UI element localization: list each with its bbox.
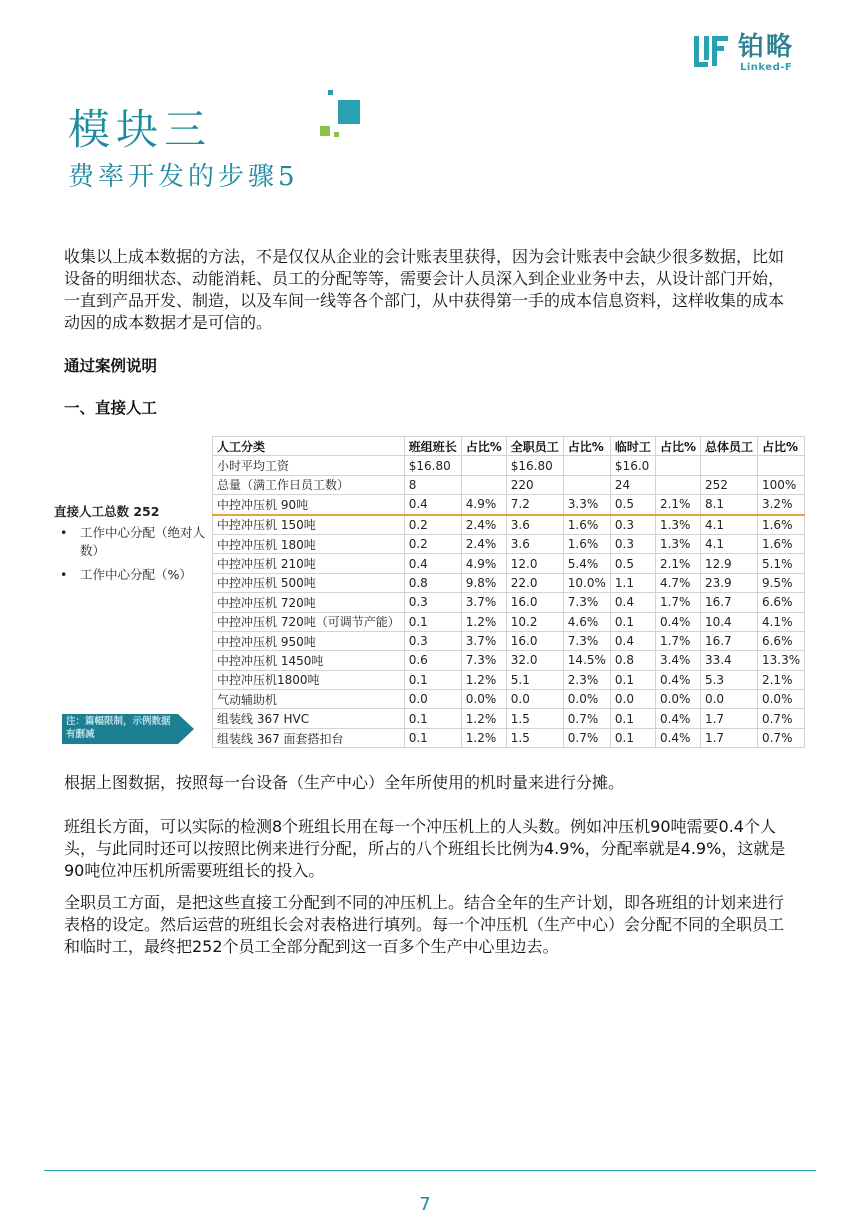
table-cell: 12.0 [506, 554, 563, 573]
table-header-cell: 占比% [757, 437, 804, 456]
table-cell: 13.3% [757, 651, 804, 670]
table-cell: 4.6% [563, 612, 610, 631]
table-cell: 10.2 [506, 612, 563, 631]
table-cell: 0.7% [757, 709, 804, 728]
table-header-cell: 占比% [461, 437, 506, 456]
table-cell: 0.5 [610, 554, 655, 573]
table-cell: 0.2 [404, 534, 461, 553]
table-header-cell: 临时工 [610, 437, 655, 456]
table-cell: 0.6 [404, 651, 461, 670]
table-cell: 中控冲压机 1450吨 [213, 651, 405, 670]
paragraph-team-leader: 班组长方面，可以实际的检测8个班组长用在每一个冲压机上的人头数。例如冲压机90吨需要0.4个人头，与此同时还可以按照比例来进行分配，所占的八个班组长比例为4.9%，分配率就是4.9%，这就是90吨位冲压机所需要班组长的投入。 [64, 817, 786, 880]
table-cell: 5.1 [506, 670, 563, 689]
page-subtitle: 费率开发的步骤5 [68, 162, 299, 192]
paragraph-allocation: 根据上图数据，按照每一台设备（生产中心）全年所使用的机时量来进行分摊。 [64, 773, 625, 792]
table-cell: 4.1 [700, 534, 757, 553]
table-cell: 0.0% [655, 690, 700, 709]
table-cell: 16.0 [506, 593, 563, 612]
table-row [213, 534, 805, 553]
table-cell: 0.4% [655, 670, 700, 689]
table-cell: 3.6 [506, 515, 563, 535]
table-cell: 1.7% [655, 593, 700, 612]
table-cell: 4.9% [461, 554, 506, 573]
table-body [213, 456, 805, 748]
table-cell: 0.4 [404, 495, 461, 515]
table-row [213, 728, 805, 747]
table-cell: 0.4% [655, 709, 700, 728]
table-cell: 14.5% [563, 651, 610, 670]
table-cell: 1.5 [506, 728, 563, 747]
intro-paragraph: 收集以上成本数据的方法，不是仅仅从企业的会计账表里获得，因为会计账表中会缺少很多数据，比如设备的明细状态、动能消耗、员工的分配等等，需要会计人员深入到企业业务中去，从设计部门开始，一直到产品开发、制造，以及车间一线等各个部门，从中获得第一手的成本信息资料，这样收集的成本动因的成本数据才是可信的。 [64, 247, 785, 332]
table-cell: 6.6% [757, 631, 804, 650]
table-cell: 4.7% [655, 573, 700, 592]
table-cell: 1.6% [563, 515, 610, 535]
table-row [213, 475, 805, 494]
table-cell: 2.4% [461, 515, 506, 535]
table-cell: 3.2% [757, 495, 804, 515]
table-cell: 0.3 [610, 515, 655, 535]
table-cell: 4.9% [461, 495, 506, 515]
table-cell: 0.7% [563, 709, 610, 728]
table-cell: 0.8 [610, 651, 655, 670]
table-row [213, 709, 805, 728]
table-cell: 0.2 [404, 515, 461, 535]
table-cell: 1.6% [757, 515, 804, 535]
table-cell: 0.3 [610, 534, 655, 553]
table-cell: 小时平均工资 [213, 456, 405, 475]
footer-divider [44, 1170, 816, 1171]
table-cell: $16.0 [610, 456, 655, 475]
table-cell: 0.1 [404, 670, 461, 689]
table-cell [461, 456, 506, 475]
table-row [213, 631, 805, 650]
table-header-cell: 占比% [655, 437, 700, 456]
table-cell: 0.0 [506, 690, 563, 709]
table-cell [461, 475, 506, 494]
table-header-cell: 占比% [563, 437, 610, 456]
table-cell: 3.7% [461, 631, 506, 650]
table-cell: 9.8% [461, 573, 506, 592]
table-cell: 100% [757, 475, 804, 494]
table-cell [563, 456, 610, 475]
linked-f-logo-icon [692, 32, 732, 72]
table-cell: 1.2% [461, 612, 506, 631]
table-cell: 0.0 [700, 690, 757, 709]
table-cell: 0.1 [404, 728, 461, 747]
table-cell: 7.3% [563, 631, 610, 650]
table-cell: 7.3% [563, 593, 610, 612]
table-cell: 7.3% [461, 651, 506, 670]
table-cell: 2.1% [655, 554, 700, 573]
table-cell: 1.3% [655, 515, 700, 535]
labor-total: 直接人工总数 252 [54, 504, 160, 519]
table-cell: 5.3 [700, 670, 757, 689]
table-cell: 16.0 [506, 631, 563, 650]
table-row [213, 690, 805, 709]
table-cell: 3.6 [506, 534, 563, 553]
table-row [213, 593, 805, 612]
page-title: 模块三 [68, 105, 213, 154]
table-cell: 0.4% [655, 612, 700, 631]
logo-english-text: Linked-F [740, 62, 793, 73]
table-cell: 2.4% [461, 534, 506, 553]
page-number: 7 [419, 1194, 431, 1215]
table-cell: 9.5% [757, 573, 804, 592]
table-cell: 8 [404, 475, 461, 494]
note-text: 注：篇幅限制，示例数据有删减 [66, 716, 171, 740]
table-cell: 16.7 [700, 593, 757, 612]
table-cell: 0.1 [404, 612, 461, 631]
table-cell: 33.4 [700, 651, 757, 670]
table-row [213, 456, 805, 475]
table-cell: 10.0% [563, 573, 610, 592]
table-row [213, 515, 805, 535]
table-cell [563, 475, 610, 494]
table-cell: 10.4 [700, 612, 757, 631]
table-header-row [213, 437, 805, 456]
table-cell: 0.7% [757, 728, 804, 747]
side-bullet-list [54, 524, 214, 584]
logo-chinese-text: 铂略 [738, 32, 795, 62]
table-cell [655, 456, 700, 475]
table-cell: 中控冲压机 720吨 [213, 593, 405, 612]
table-header-cell: 人工分类 [213, 437, 405, 456]
table-cell: 0.4 [610, 593, 655, 612]
table-cell [700, 456, 757, 475]
table-cell: 1.2% [461, 728, 506, 747]
table-cell: 0.1 [404, 709, 461, 728]
table-cell: 8.1 [700, 495, 757, 515]
table-cell: 0.0% [461, 690, 506, 709]
table-cell: 2.3% [563, 670, 610, 689]
table-cell: 4.1 [700, 515, 757, 535]
table-cell: 0.4 [404, 554, 461, 573]
direct-labor-table [212, 436, 805, 748]
table-cell: 1.2% [461, 670, 506, 689]
table-cell: 1.7 [700, 709, 757, 728]
title-decoration-squares-icon [316, 90, 366, 144]
table-cell: 0.4% [655, 728, 700, 747]
table-row [213, 651, 805, 670]
table-cell: 总量（满工作日员工数） [213, 475, 405, 494]
table-cell: 1.7% [655, 631, 700, 650]
table-cell: 0.0% [757, 690, 804, 709]
table-cell: 0.0 [610, 690, 655, 709]
table-cell: 中控冲压机 720吨（可调节产能） [213, 612, 405, 631]
table-header-cell: 总体员工 [700, 437, 757, 456]
table-cell: 252 [700, 475, 757, 494]
table-cell: 0.1 [610, 728, 655, 747]
section-heading: 一、直接人工 [64, 399, 158, 417]
table-cell: 0.7% [563, 728, 610, 747]
table-cell: 中控冲压机 500吨 [213, 573, 405, 592]
table-cell: 32.0 [506, 651, 563, 670]
table-cell: 中控冲压机 950吨 [213, 631, 405, 650]
note-arrow-callout [62, 714, 194, 744]
table-cell: 5.1% [757, 554, 804, 573]
table-cell: 1.6% [757, 534, 804, 553]
table-cell: 中控冲压机 210吨 [213, 554, 405, 573]
table-cell: 23.9 [700, 573, 757, 592]
table-cell: 220 [506, 475, 563, 494]
table-cell: 组装线 367 HVC [213, 709, 405, 728]
table-cell: 中控冲压机 90吨 [213, 495, 405, 515]
case-heading: 通过案例说明 [64, 357, 158, 375]
table-cell: 2.1% [757, 670, 804, 689]
brand-logo [692, 32, 812, 76]
paragraph-full-time: 全职员工方面，是把这些直接工分配到不同的冲压机上。结合全年的生产计划，即各班组的计划来进行表格的设定。然后运营的班组长会对表格进行填列。每一个冲压机（生产中心）会分配不同的全职员工和临时工，最终把252个员工全部分配到这一百多个生产中心里边去。 [64, 893, 785, 956]
table-cell: 7.2 [506, 495, 563, 515]
table-cell: 1.5 [506, 709, 563, 728]
table-cell: 0.3 [404, 593, 461, 612]
table-cell: 6.6% [757, 593, 804, 612]
side-bullet-item: • 工作中心分配（%） [80, 566, 214, 584]
table-cell: 0.3 [404, 631, 461, 650]
table-cell: $16.80 [506, 456, 563, 475]
table-cell: 3.3% [563, 495, 610, 515]
table-cell: 中控冲压机 150吨 [213, 515, 405, 535]
table-cell: 中控冲压机 180吨 [213, 534, 405, 553]
table-cell [655, 475, 700, 494]
table-cell: 24 [610, 475, 655, 494]
table-cell: $16.80 [404, 456, 461, 475]
table-row [213, 612, 805, 631]
table-row [213, 554, 805, 573]
table-cell: 1.3% [655, 534, 700, 553]
table-cell: 0.1 [610, 709, 655, 728]
table-cell: 1.7 [700, 728, 757, 747]
side-bullet-item: • 工作中心分配（绝对人数） [80, 524, 214, 560]
table-cell: 4.1% [757, 612, 804, 631]
table-cell: 3.4% [655, 651, 700, 670]
table-cell: 1.2% [461, 709, 506, 728]
table-cell: 组装线 367 面套搭扣台 [213, 728, 405, 747]
table-cell: 0.0% [563, 690, 610, 709]
table-cell: 0.4 [610, 631, 655, 650]
table-cell: 0.5 [610, 495, 655, 515]
side-notes [54, 502, 214, 590]
table-row [213, 495, 805, 515]
table-cell: 12.9 [700, 554, 757, 573]
table-cell: 2.1% [655, 495, 700, 515]
table-row [213, 670, 805, 689]
table-cell: 0.1 [610, 670, 655, 689]
table-cell: 1.1 [610, 573, 655, 592]
table-cell: 5.4% [563, 554, 610, 573]
table-cell: 3.7% [461, 593, 506, 612]
table-cell: 16.7 [700, 631, 757, 650]
table-cell: 22.0 [506, 573, 563, 592]
table-cell: 中控冲压机1800吨 [213, 670, 405, 689]
table-cell: 0.8 [404, 573, 461, 592]
table-cell [757, 456, 804, 475]
table-cell: 气动辅助机 [213, 690, 405, 709]
table-row [213, 573, 805, 592]
table-cell: 0.0 [404, 690, 461, 709]
table-header-cell: 全职员工 [506, 437, 563, 456]
table-cell: 1.6% [563, 534, 610, 553]
table-header-cell: 班组班长 [404, 437, 461, 456]
table-cell: 0.1 [610, 612, 655, 631]
